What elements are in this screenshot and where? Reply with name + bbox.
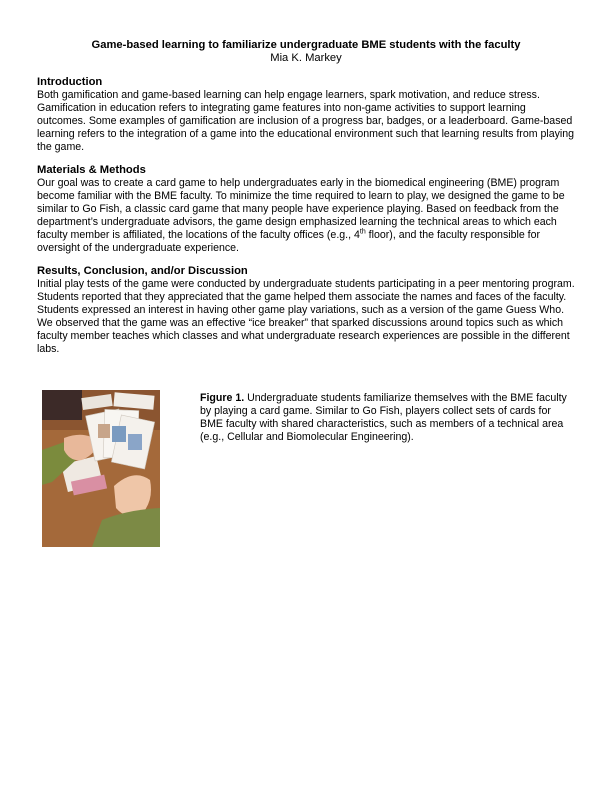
section-body-part2: floor), and the faculty responsible for oversight of the undergraduate experience.	[37, 229, 541, 254]
section-body: Both gamification and game-based learning can help engage learners, spark motivation, and reduce stress. Gamification in education refers to integrating game features into non-game activities to support learning outcomes. Some examples of gamification are inclusion of a progress bar, badges, or a leaderboard. Game-based learning refers to the integration of a game into the educational environment such that learning results from playing the game.	[37, 89, 575, 153]
figure-photo	[42, 390, 160, 547]
section-heading: Results, Conclusion, and/or Discussion	[37, 265, 248, 277]
superscript-th: th	[359, 228, 366, 236]
caption-label: Figure 1.	[200, 392, 245, 404]
section-heading: Materials & Methods	[37, 164, 146, 176]
figure-caption	[200, 392, 575, 444]
section-body-part1: Our goal was to create a card game to help undergraduates early in the biomedical engineering (BME) program become familiar with the BME faculty. To minimize the time required to learn to play, we designed the game to be similar to Go Fish, a classic card game that many people have experience playing. Based on feedback from the department’s undergraduate advisors, the game design emphasized learning the technical areas to which each faculty member is affiliated, the locations of the faculty offices (e.g., 4	[37, 177, 565, 241]
section-body: Initial play tests of the game were conducted by undergraduate students participating in a peer mentoring program. Students reported that they appreciated that the game helped them associate the names and faces of the faculty. Students expressed an interest in having other game play variations, such as a version of the game Guess Who. We observed that the game was an effective “ice breaker” that sparked discussions around topics such as which faculty member teaches which classes and what undergraduate research experiences are possible in the different labs.	[37, 278, 575, 355]
caption-text: Undergraduate students familiarize themselves with the BME faculty by playing a card game. Similar to Go Fish, players collect sets of cards for BME faculty with shared characteristics, such as members of a technical area (e.g., Cellular and Biomolecular Engineering).	[200, 392, 567, 443]
section-body	[37, 177, 577, 255]
section-results	[37, 265, 577, 356]
paper-title: Game-based learning to familiarize undergraduate BME students with the faculty	[91, 39, 521, 51]
section-heading: Introduction	[37, 76, 103, 88]
author-name: Mia K. Markey	[270, 52, 342, 64]
section-materials-methods	[37, 164, 577, 255]
photo-of-hands-holding-cards-icon	[42, 390, 160, 547]
section-introduction	[37, 76, 577, 154]
